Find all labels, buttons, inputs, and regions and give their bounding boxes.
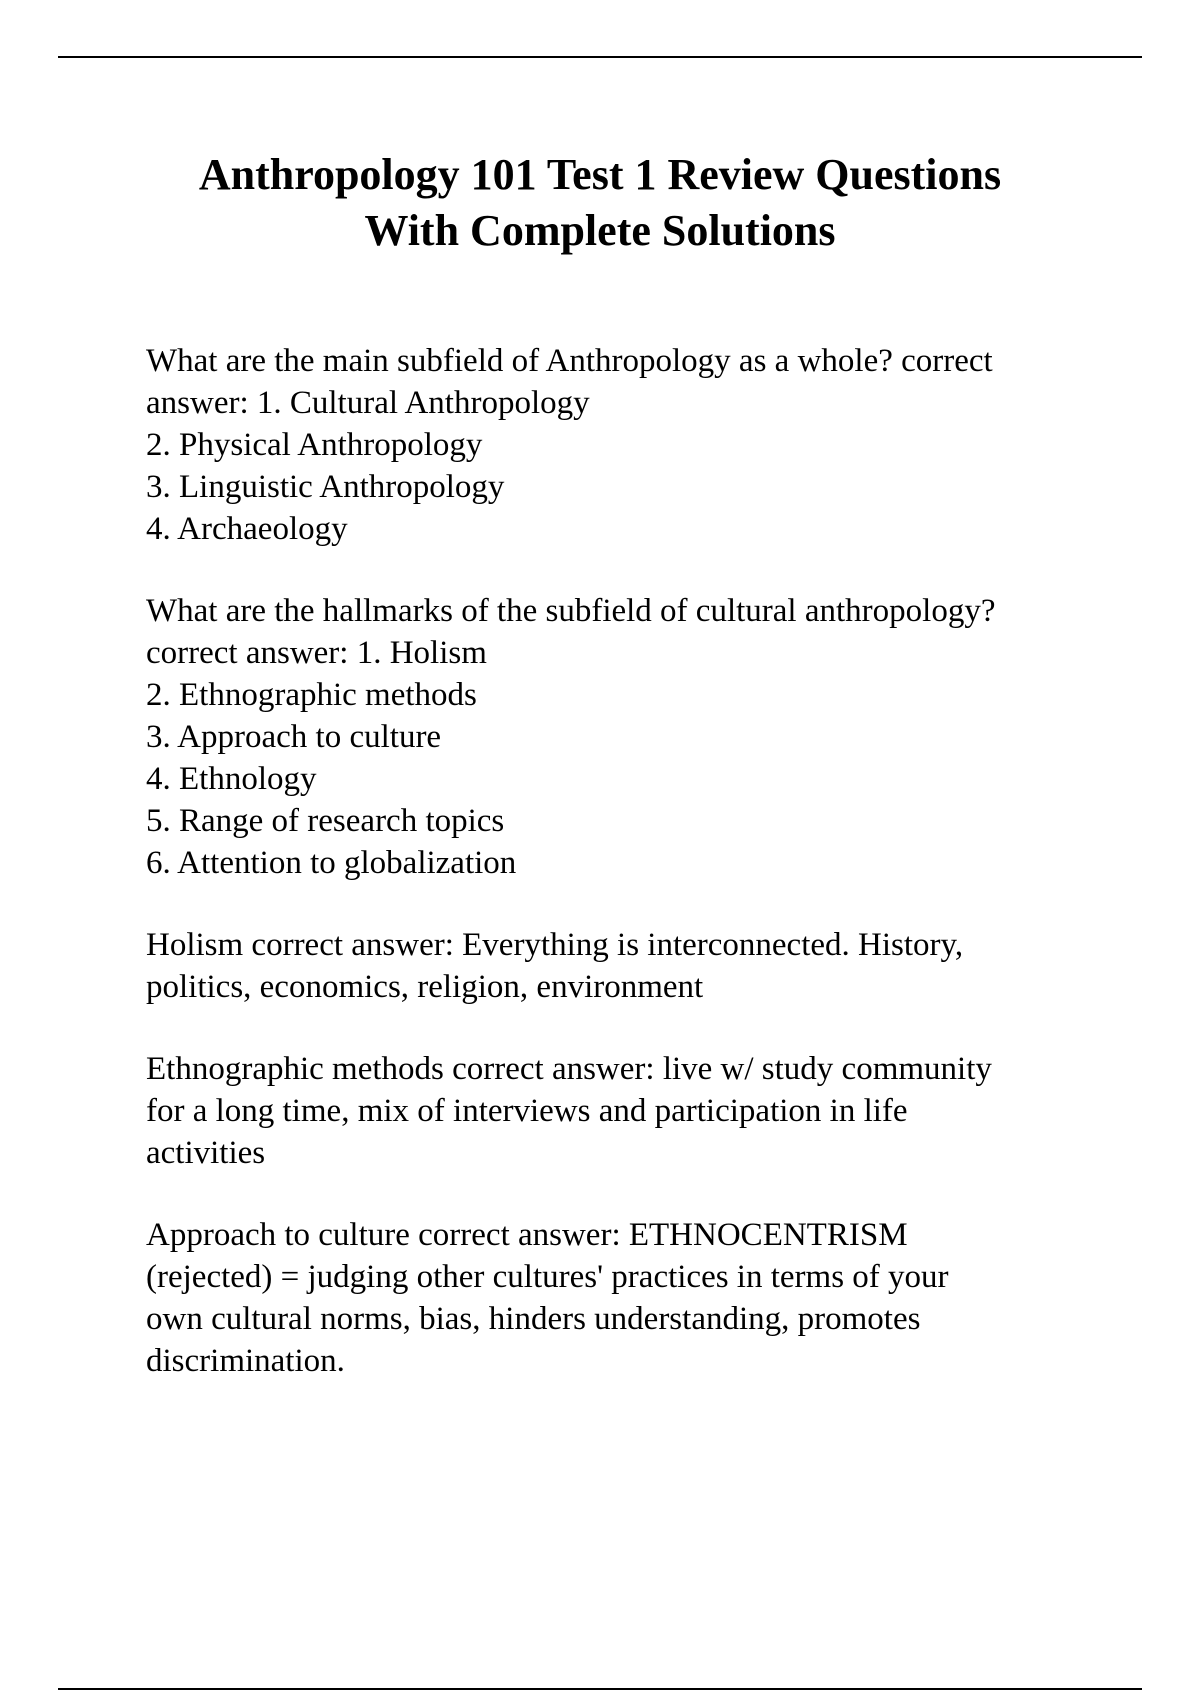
text-line: correct answer: 1. Holism [146,635,487,671]
qa-entry-hallmarks [146,590,1106,884]
text-line: activities [146,1135,266,1171]
text-line: 4. Archaeology [146,511,348,547]
header-rule [58,56,1142,58]
text-line: 4. Ethnology [146,761,317,797]
text-line: 3. Approach to culture [146,719,442,755]
text-line: Holism correct answer: Everything is interconnected. History, [146,927,964,963]
text-line: 5. Range of research topics [146,803,505,839]
text-line: answer: 1. Cultural Anthropology [146,385,590,421]
text-line: Approach to culture correct answer: ETHNOCENTRISM [146,1217,908,1253]
text-line: What are the main subfield of Anthropology as a whole? correct [146,343,993,379]
text-line: 3. Linguistic Anthropology [146,469,505,505]
text-line: discrimination. [146,1343,345,1379]
qa-entry-holism [146,924,1106,1008]
text-line: Ethnographic methods correct answer: live w/ study community [146,1051,992,1087]
text-line: 2. Ethnographic methods [146,677,477,713]
text-line: own cultural norms, bias, hinders understanding, promotes [146,1301,921,1337]
title-line-2: With Complete Solutions [364,206,836,255]
text-line: 2. Physical Anthropology [146,427,483,463]
text-line: 6. Attention to globalization [146,845,517,881]
qa-entry-main-subfields [146,340,1106,550]
document-body [146,340,1106,1422]
qa-entry-ethnographic-methods [146,1048,1106,1174]
text-line: for a long time, mix of interviews and participation in life [146,1093,908,1129]
qa-entry-approach-to-culture [146,1214,1106,1382]
title-line-1: Anthropology 101 Test 1 Review Questions [198,150,1002,199]
text-line: (rejected) = judging other cultures' practices in terms of your [146,1259,949,1295]
text-line: What are the hallmarks of the subfield of cultural anthropology? [146,593,996,629]
footer-rule [58,1688,1142,1690]
page-title [100,147,1100,259]
text-line: politics, economics, religion, environment [146,969,704,1005]
